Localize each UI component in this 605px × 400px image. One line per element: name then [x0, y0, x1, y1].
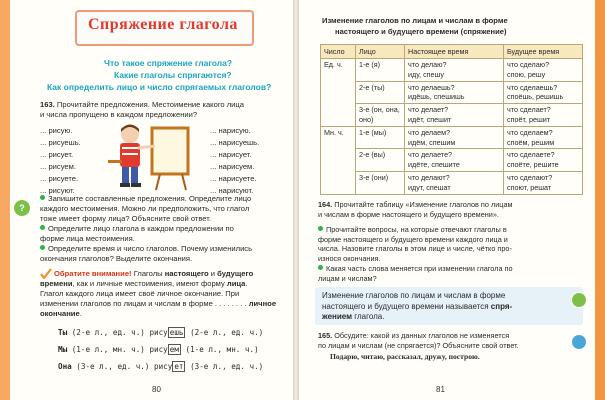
- header-future: Будущее время: [504, 45, 583, 59]
- text-run: времени: [40, 279, 73, 288]
- exercise-text-line: Прочитайте таблицу «Изменение глаголов по лицам: [334, 200, 513, 209]
- task-badge-icon: ?: [14, 200, 30, 216]
- header-number: Число: [321, 45, 356, 59]
- exercise-text-line: по лицам и числам (не спрягается)? Объясните свой ответ.: [318, 341, 519, 350]
- answer-text: идёте, спешите: [408, 160, 460, 170]
- task-line: лицам и числам?: [318, 273, 377, 283]
- present-cell: [405, 171, 504, 194]
- text-run: Глаголы: [133, 269, 165, 278]
- rule-line: глагола.: [354, 312, 385, 321]
- exercise-number: 163.: [40, 100, 55, 109]
- text-run: личное: [248, 299, 277, 308]
- person-cell: 2-е (ты): [356, 81, 405, 104]
- question-text: что делаете?: [408, 150, 453, 160]
- header-present: Настоящее время: [405, 45, 504, 59]
- answer-text: споёт, решит: [507, 114, 551, 124]
- person-cell: 3-е (они): [356, 171, 405, 194]
- grammar-info: (1-е л., мн. ч.): [185, 345, 259, 354]
- bullet-icon: [318, 226, 323, 231]
- grammar-info: (1-е л., мн. ч.): [71, 345, 145, 354]
- future-cell: [504, 81, 583, 104]
- present-cell: [405, 59, 504, 82]
- task-line: форме лица местоимения.: [40, 234, 135, 243]
- bullet-icon: [40, 195, 45, 200]
- table-row: [321, 104, 583, 127]
- attention-line-3: Глагол каждого лица имеет своё личное окончание. При: [40, 289, 240, 298]
- verb-stem: рису: [149, 345, 168, 354]
- person-cell: 2-е (вы): [356, 149, 405, 172]
- boy-painting-illustration: [100, 120, 205, 192]
- task-block-r2: [318, 264, 513, 283]
- exercise-text-line: Прочитайте предложения. Местоимение какого лица: [56, 100, 244, 109]
- sentence: ... рисует.: [40, 150, 74, 159]
- bullet-icon: [40, 245, 45, 250]
- task-block-3: [40, 244, 252, 264]
- sentence: ... нарисуем.: [210, 162, 255, 171]
- sentence: ... нарисуют.: [210, 186, 254, 195]
- sentence: ... нарисует.: [210, 150, 252, 159]
- exercise-164: [318, 200, 513, 209]
- table-row: [321, 171, 583, 194]
- book-spine: [293, 0, 299, 400]
- task-line: числа. Назовите глаголы в этом лице и числе, чётко про-: [318, 244, 512, 254]
- answer-text: иду, спешу: [408, 69, 444, 79]
- present-cell: [405, 126, 504, 149]
- sentences-right-column: [210, 125, 259, 197]
- verb-ending: ем: [169, 345, 179, 354]
- sentence: ... рисую.: [40, 126, 73, 135]
- answer-text: споём, решим: [507, 137, 555, 147]
- answer-text: идут, спешат: [408, 182, 451, 192]
- rule-badge-icon: [571, 292, 587, 308]
- task-line: окончания глаголов? Выделите окончания.: [40, 254, 193, 263]
- rule-term: жением: [322, 312, 353, 321]
- number-cell: Ед. ч.: [321, 59, 356, 127]
- page-number-right: 81: [436, 385, 445, 394]
- rule-term: спря-: [490, 301, 513, 311]
- exercise-number: 165.: [318, 331, 333, 340]
- text-run: настоящего: [164, 269, 209, 278]
- answer-text: споёшь, решишь: [507, 92, 564, 102]
- answer-text: споют, решат: [507, 182, 552, 192]
- attention-line-2: [40, 279, 248, 289]
- attention-line-5: [40, 309, 82, 319]
- sentence: ... нарисую.: [210, 126, 251, 135]
- person-cell: 1-е (я): [356, 59, 405, 82]
- question-text: что сделаю?: [507, 60, 550, 69]
- attention-label: Обратите внимание!: [54, 269, 132, 278]
- text-run: и: [208, 269, 218, 278]
- sentence: ... нарисуешь.: [210, 138, 260, 147]
- pronoun: Мы: [58, 345, 68, 354]
- text-run: .: [245, 279, 248, 288]
- example-row: [58, 358, 263, 375]
- bullet-icon: [40, 225, 45, 230]
- grammar-info: (2-е л., ед. ч.): [190, 328, 264, 337]
- table-row: [321, 81, 583, 104]
- task-line: износя окончания.: [318, 253, 381, 263]
- bullet-icon: [318, 265, 323, 270]
- text-run: .: [79, 309, 82, 318]
- answer-text: спою, решу: [507, 69, 546, 79]
- text-run: лица: [226, 279, 246, 288]
- attention-line-1: [54, 269, 253, 279]
- exercise-words: Подарю, читаю, рассказал, дружу, построю.: [330, 352, 480, 361]
- task-line: тоже имеет форму лица? Объясните свой ответ.: [40, 214, 212, 223]
- table-title-line-2: настоящего и будущего времени (спряжение): [335, 27, 507, 36]
- question-text: что делаешь?: [408, 82, 455, 92]
- verb-stem: рису: [154, 362, 173, 371]
- table-header-row: [321, 45, 583, 59]
- task-block-1: [40, 194, 251, 224]
- sentence: ... рисуешь.: [40, 138, 81, 147]
- question-1: Что такое спряжение глагола?: [104, 58, 233, 68]
- future-cell: [504, 149, 583, 172]
- pronoun: Она: [58, 362, 72, 371]
- future-cell: [504, 104, 583, 127]
- example-list: [58, 324, 263, 375]
- question-text: что сделает?: [507, 105, 551, 115]
- present-cell: [405, 104, 504, 127]
- exercise-number: 164.: [318, 200, 333, 209]
- text-run: изменении глаголов по лицам и числам в форме: [40, 299, 213, 308]
- pronoun: Ты: [58, 328, 68, 337]
- verb-stem: рису: [149, 328, 168, 337]
- task-line: Запишите составленные предложения. Определите лицо: [48, 194, 252, 203]
- rule-line: настоящего и будущего времени называется: [322, 301, 489, 311]
- question-text: что делаем?: [408, 127, 451, 137]
- table-title-line-1: Изменение глаголов по лицам и числам в форме: [322, 16, 508, 25]
- person-cell: 3-е (он, она, оно): [356, 104, 405, 127]
- example-row: [58, 341, 263, 358]
- task-block-2: [40, 224, 234, 244]
- present-cell: [405, 81, 504, 104]
- exercise-165: [318, 331, 509, 340]
- checkmark-icon: [40, 268, 52, 279]
- page-title: Спряжение глагола: [88, 16, 238, 33]
- number-cell: Мн. ч.: [321, 126, 356, 194]
- question-text: что сделают?: [507, 172, 553, 182]
- question-text: что сделаешь?: [507, 82, 558, 92]
- grammar-info: (3-е л., ед. ч.): [76, 362, 150, 371]
- future-cell: [504, 126, 583, 149]
- task-line: Определите время и число глаголов. Почему изменились: [48, 244, 253, 253]
- discuss-badge-icon: [571, 334, 587, 350]
- header-person: Лицо: [356, 45, 405, 59]
- table-row: [321, 126, 583, 149]
- question-text: что сделаете?: [507, 150, 555, 160]
- attention-line-4: изменении глаголов по лицам и числам в форме . . . . . . . . личное: [40, 299, 277, 308]
- exercise-text-line: и числам в форме настоящего и будущего времени».: [318, 210, 499, 219]
- grammar-info: (2-е л., ед. ч.): [71, 328, 145, 337]
- present-cell: [405, 149, 504, 172]
- answer-text: идём, спешим: [408, 137, 456, 147]
- future-cell: [504, 171, 583, 194]
- sentence: ... рисуете.: [40, 174, 79, 183]
- grammar-info: (3-е л., ед. ч.): [190, 362, 264, 371]
- example-row: [58, 324, 263, 341]
- rule-line: Изменение глаголов по лицам и числам в форме: [322, 291, 506, 300]
- question-2: Какие глаголы спрягаются?: [114, 70, 232, 80]
- sentence: ... рисуем.: [40, 162, 76, 171]
- page-number-left: 80: [152, 385, 161, 394]
- verb-ending: ешь: [169, 328, 184, 337]
- answer-text: идёт, спешит: [408, 114, 452, 124]
- exercise-text-line: Обсудите: какой из данных глаголов не изменяется: [334, 331, 510, 340]
- sentences-left-column: [40, 125, 81, 197]
- rule-text: [322, 291, 512, 323]
- question-text: что делают?: [408, 172, 450, 182]
- text-run: будущего: [217, 269, 254, 278]
- question-text: что делает?: [408, 105, 449, 115]
- task-line: Прочитайте вопросы, на которые отвечают глаголы в: [326, 225, 507, 234]
- exercise-163: [40, 100, 244, 110]
- answer-text: идёшь, спешишь: [408, 92, 465, 102]
- answer-text: споёте, решите: [507, 160, 559, 170]
- task-line: каждого местоимения. Можно ли предположить, что глагол: [40, 204, 250, 213]
- table-row: [321, 59, 583, 82]
- question-3: Как определить лицо и число спрягаемых глаголов?: [47, 82, 272, 92]
- question-text: что делаю?: [408, 60, 447, 69]
- task-block-r1: [318, 225, 512, 263]
- question-text: что сделаем?: [507, 127, 553, 137]
- task-line: Определите лицо глагола в каждом предложении по: [48, 224, 234, 233]
- person-cell: 1-е (мы): [356, 126, 405, 149]
- text-run: , как и личные местоимения, имеют форму: [72, 279, 227, 288]
- sentence: ... рисуют.: [40, 186, 75, 195]
- conjugation-table: [320, 44, 583, 195]
- verb-ending: ет: [174, 362, 184, 371]
- table-row: [321, 149, 583, 172]
- future-cell: [504, 59, 583, 82]
- task-line: форме настоящего и будущего времени каждого лица и: [318, 234, 508, 244]
- text-run: окончание: [40, 309, 80, 318]
- exercise-text-line: и числа пропущено в каждом предложении?: [40, 110, 198, 119]
- task-line: Какая часть слова меняется при изменении глагола по: [326, 264, 513, 273]
- sentence: ... нарисуете.: [210, 174, 257, 183]
